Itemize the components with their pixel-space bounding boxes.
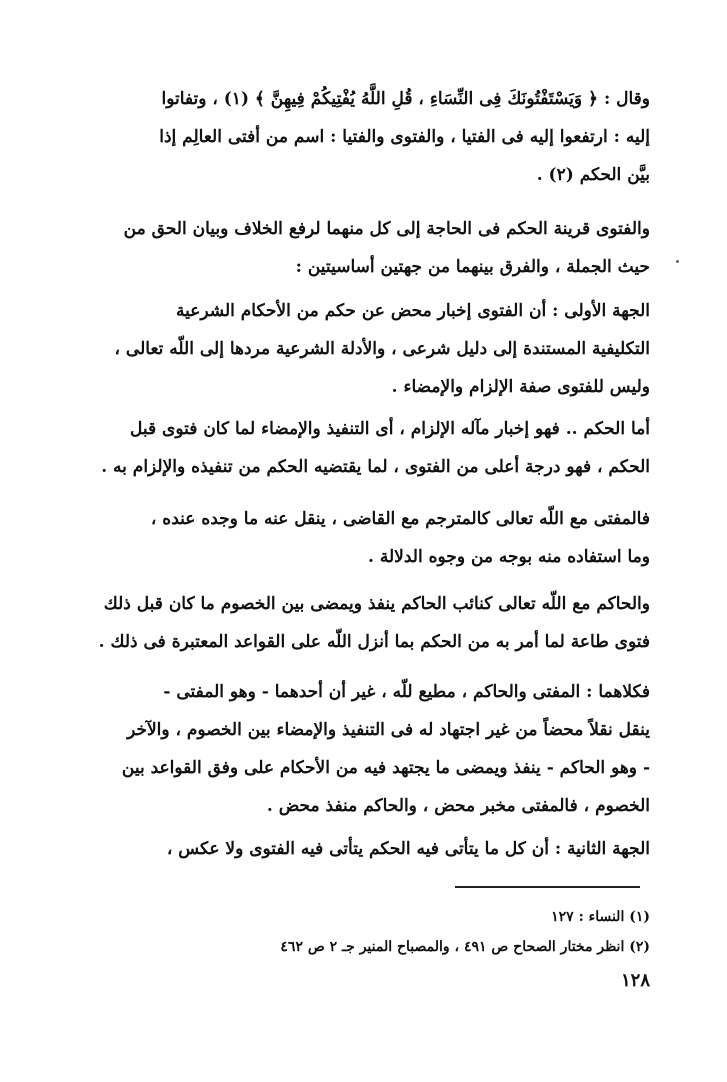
text-line: إليه : ارتفعوا إليه فى الفتيا ، والفتوى والفتيا : اسم من أفتى العالِم إذا: [159, 127, 650, 147]
footnote-2: (٢) انظر مختار الصحاح ص ٤٩١ ، والمصباح المنير جـ ٢ ص ٤٦٢: [280, 939, 650, 955]
page-number: ١٢٨: [620, 970, 650, 991]
text-line: فالمفتى مع اللّه تعالى كالمترجم مع القاضى ، ينقل عنه ما وجده عنده ،: [150, 509, 650, 529]
paragraph-second-aspect: [70, 830, 650, 868]
text-line: الخصوم ، فالمفتى مخبر محض ، والحاكم منفذ محض .: [266, 796, 650, 816]
text-line: وليس للفتوى صفة الإلزام والإمضاء .: [391, 377, 650, 397]
text-line: ينقل نقلاً محضاً من غير اجتهاد له فى التنفيذ والإمضاء بين الخصوم ، والآخر: [127, 720, 650, 740]
scan-speck: [676, 260, 679, 263]
paragraph-mufti: [70, 500, 650, 576]
paragraph-quran-citation: [70, 80, 650, 194]
text-line: حيث الجملة ، والفرق بينهما من جهتين أساسيتين :: [295, 257, 650, 277]
paragraph-both: [70, 673, 650, 825]
paragraph-first-aspect: [70, 292, 650, 406]
paragraph-fatwa-definition: [70, 210, 650, 286]
footnote-1: (١) النساء : ١٢٧: [551, 909, 650, 925]
paragraph-judge: [70, 585, 650, 661]
text-line: فتوى طاعة لما أمر به من الحكم بما أنزل اللّه على القواعد المعتبرة فى ذلك .: [98, 632, 650, 652]
text-line: التكليفية المستندة إلى دليل شرعى ، والأدلة الشرعية مردها إلى اللّه تعالى ،: [114, 339, 650, 359]
text-line: وما استفاده منه بوجه من وجوه الدلالة .: [368, 547, 650, 567]
footnote-separator: [455, 886, 640, 888]
text-line: أما الحكم .. فهو إخبار مآله الإلزام ، أى التنفيذ والإمضاء لما كان فتوى قبل: [130, 419, 650, 439]
text-line: والحاكم مع اللّه تعالى كنائب الحاكم ينفذ ويمضى بين الخصوم ما كان قبل ذلك: [103, 594, 650, 614]
text-line: وقال : ﴿ وَيَسْتَفْتُونَكَ فِى النِّسَاءِ ، قُلِ اللَّهُ يُفْتِيكُمْ فِيهِنَّ ﴾ (١) ، وتفاتوا: [161, 89, 650, 109]
text-line: والفتوى قرينة الحكم فى الحاجة إلى كل منهما لرفع الخلاف وبيان الحق من: [123, 219, 650, 239]
text-line: الجهة الأولى : أن الفتوى إخبار محض عن حكم من الأحكام الشرعية: [176, 301, 650, 321]
paragraph-ruling: [70, 410, 650, 486]
text-line: الجهة الثانية : أن كل ما يتأتى فيه الحكم يتأتى فيه الفتوى ولا عكس ،: [166, 839, 650, 859]
text-line: - وهو الحاكم - ينفذ ويمضى ما يجتهد فيه من الأحكام على وفق القواعد بين: [121, 758, 650, 778]
text-line: الحكم ، فهو درجة أعلى من الفتوى ، لما يقتضيه الحكم من تنفيذه والإلزام به .: [101, 457, 650, 477]
text-line: بيَّن الحكم (٢) .: [536, 165, 650, 185]
text-line: فكلاهما : المفتى والحاكم ، مطيع للّه ، غير أن أحدهما - وهو المفتى -: [163, 682, 650, 702]
